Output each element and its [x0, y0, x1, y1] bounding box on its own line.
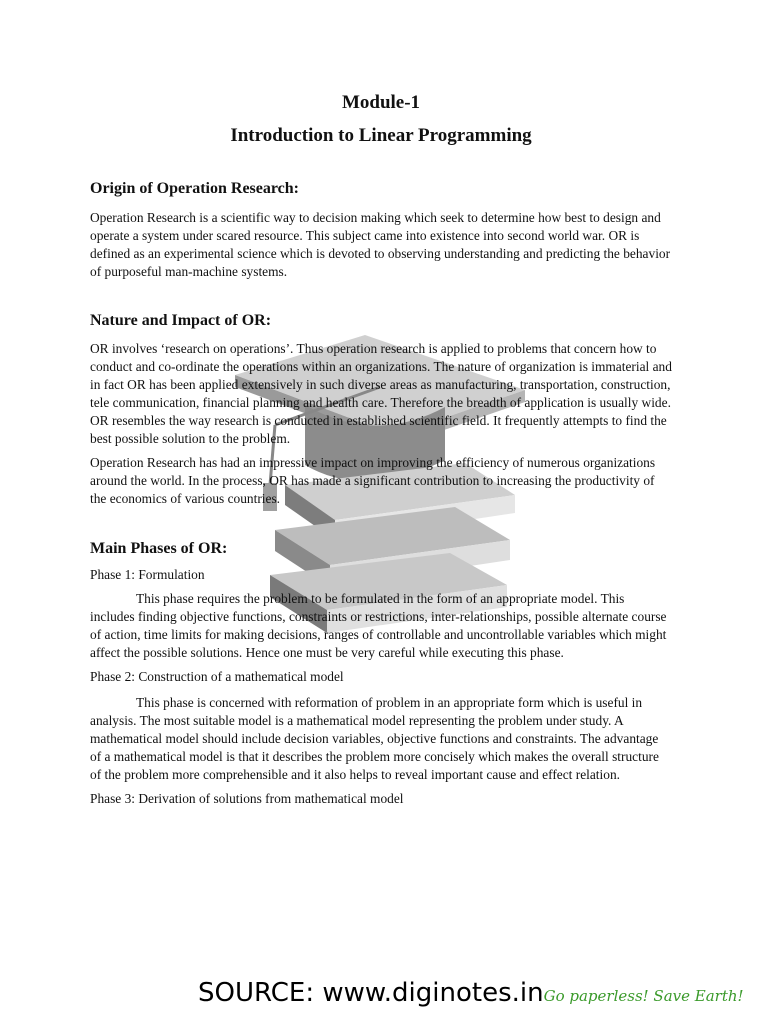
origin-paragraph: Operation Research is a scientific way to decision making which seek to determine how best to design and operate a system under scared resource. This subject came into existence into second world war. OR is defined as an experimental science which is devoted to observing understanding and predicting the behavior of purposeful man-machine systems. — [90, 210, 671, 279]
footer-source: SOURCE: www.diginotes.in — [198, 978, 544, 1008]
footer-slogan: Go paperless! Save Earth! — [543, 987, 744, 1005]
nature-paragraph-1: OR involves ‘research on operations’. Thus operation research is applied to problems that concern how to conduct and co-ordinate the operations within an organizations. The nature of organization is immaterial and in fact OR has been applied extensively in such diverse areas as manufacturing, transportation, construction, tele communication, financial planning and health care. Therefore the breadth of application is usually wide. OR resembles the way research is conducted in established scientific field. It frequently attempts to find the best possible solution to the problem. — [90, 341, 672, 446]
phase-1-paragraph: This phase requires the problem to be formulated in the form of an appropriate model. This includes finding objective functions, constraints or restrictions, inter-relationships, possible alternate course of action, time limits for making decisions, ranges of controllable and uncontrollable variables which might affect the possible solutions. Hence one must be very careful while executing this phase. — [90, 591, 667, 660]
document-content — [90, 92, 672, 808]
document-title: Introduction to Linear Programming — [230, 125, 532, 146]
phase-3-title: Phase 3: Derivation of solutions from mathematical model — [90, 791, 404, 806]
page-footer — [198, 978, 768, 1018]
phases-heading: Main Phases of OR: — [90, 540, 228, 557]
phase-1-title: Phase 1: Formulation — [90, 567, 205, 582]
nature-heading: Nature and Impact of OR: — [90, 312, 272, 329]
origin-heading: Origin of Operation Research: — [90, 180, 300, 197]
nature-paragraph-2: Operation Research has had an impressive impact on improving the efficiency of numerous organizations around the world. In the process, OR has made a significant contribution to increasing the productivity of the economics of various countries. — [90, 455, 656, 506]
module-title: Module-1 — [341, 92, 421, 113]
phase-2-title: Phase 2: Construction of a mathematical model — [90, 669, 344, 684]
phase-2-paragraph: This phase is concerned with reformation of problem in an appropriate form which is useful in analysis. The most suitable model is a mathematical model representing the problem under study. A mathematical model should include decision variables, objective functions and constraints. The advantage of a mathematical model is that it describes the problem more concisely which makes the overall structure of the problem more comprehensible and it also helps to reveal important cause and effect relation. — [90, 695, 659, 782]
